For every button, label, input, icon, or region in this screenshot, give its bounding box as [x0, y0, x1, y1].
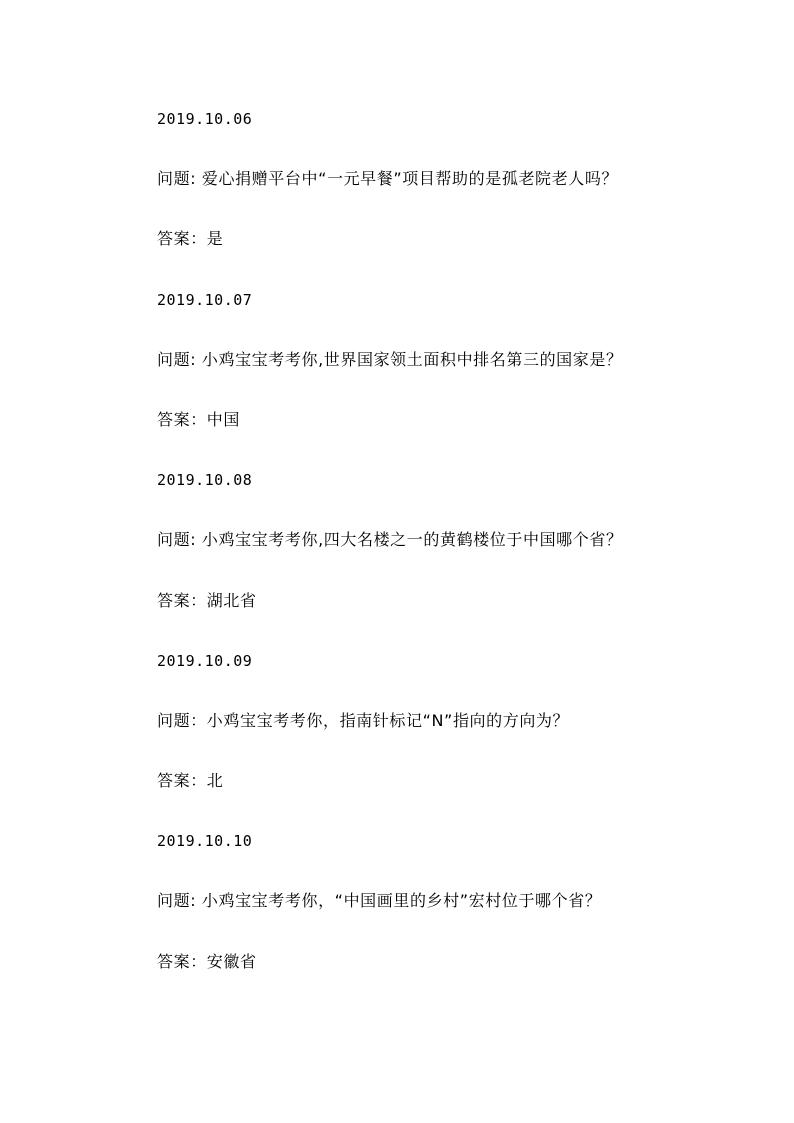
entry-date: 2019.10.09	[157, 651, 253, 670]
entry-question: 问题: 小鸡宝宝考考你,四大名楼之一的黄鹤楼位于中国哪个省？	[157, 530, 623, 550]
qa-list	[157, 104, 717, 1007]
entry-answer: 答案：中国	[157, 409, 241, 429]
entry-date: 2019.10.08	[157, 471, 253, 490]
entry-date: 2019.10.10	[157, 832, 253, 851]
entry-question: 问题: 小鸡宝宝考考你，“中国画里的乡村”宏村位于哪个省？	[157, 891, 602, 911]
entry-answer: 答案：安徽省	[157, 951, 257, 971]
entry-answer: 答案：北	[157, 771, 224, 791]
entry-answer: 答案：是	[157, 229, 224, 249]
entry-date: 2019.10.06	[157, 110, 253, 128]
entry-question: 问题：小鸡宝宝考考你，指南针标记“N”指向的方向为？	[157, 710, 570, 730]
entry-question: 问题: 小鸡宝宝考考你,世界国家领土面积中排名第三的国家是？	[157, 349, 623, 369]
entry-question: 问题: 爱心捐赠平台中“一元早餐”项目帮助的是孤老院老人吗？	[157, 169, 619, 189]
entry-date: 2019.10.07	[157, 290, 253, 309]
entry-answer: 答案：湖北省	[157, 590, 257, 610]
